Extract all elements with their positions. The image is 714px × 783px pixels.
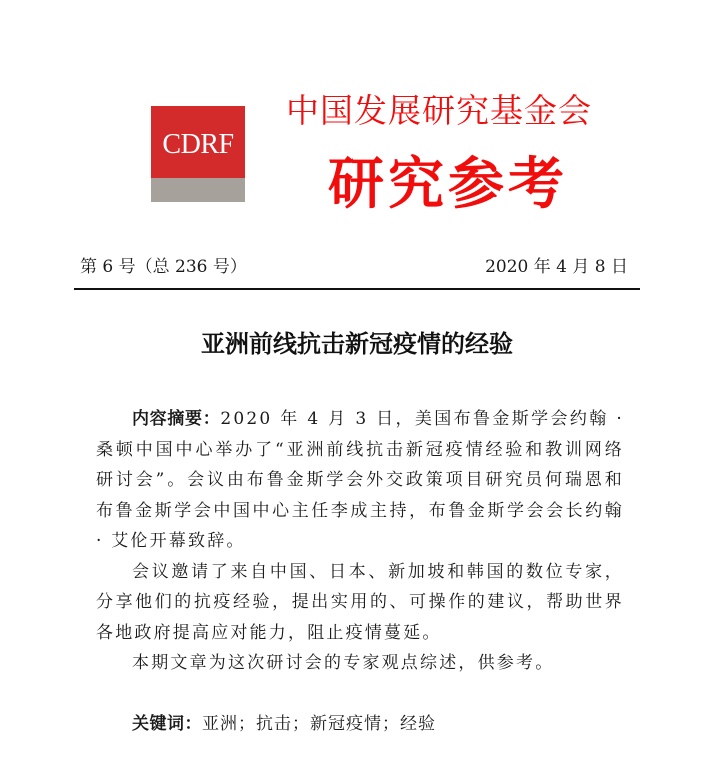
abstract-label: 内容摘要：: [132, 409, 221, 429]
publication-title: 研究参考: [328, 152, 568, 217]
abstract-paragraph: [96, 404, 624, 557]
abstract-text: 2020 年 4 月 3 日，美国布鲁金斯学会约翰 · 桑顿中国中心举办了“亚洲前线抗击新冠疫情经验和教训网络研讨会”。会议由布鲁金斯学会外交政策项目研究员何瑞恩和布鲁金斯学会中国中心主任李成主持，布鲁金斯学会会长约翰 · 艾伦开幕致辞。: [96, 409, 624, 551]
keywords-label: 关键词：: [132, 714, 202, 734]
keywords: [132, 712, 436, 736]
logo-text: CDRF: [162, 129, 234, 160]
logo-grey-band: [151, 178, 245, 202]
keywords-value: 亚洲；抗击；新冠疫情；经验: [202, 714, 436, 734]
logo-red-block: [151, 106, 245, 178]
header-divider: [74, 288, 640, 290]
abstract: [96, 404, 624, 679]
issue-date: 2020 年 4 月 8 日: [485, 257, 628, 277]
organization-name: 中国发展研究基金会: [286, 91, 592, 130]
issue-number: 第 6 号（总 236 号）: [80, 257, 247, 277]
cdrf-logo: [151, 106, 245, 202]
abstract-paragraph: 本期文章为这次研讨会的专家观点综述，供参考。: [132, 653, 555, 673]
article-title: 亚洲前线抗击新冠疫情的经验: [201, 330, 513, 358]
abstract-paragraph: 会议邀请了来自中国、日本、新加坡和韩国的数位专家，分享他们的抗疫经验，提出实用的、可操作的建议，帮助世界各地政府提高应对能力，阻止疫情蔓延。: [96, 561, 624, 643]
